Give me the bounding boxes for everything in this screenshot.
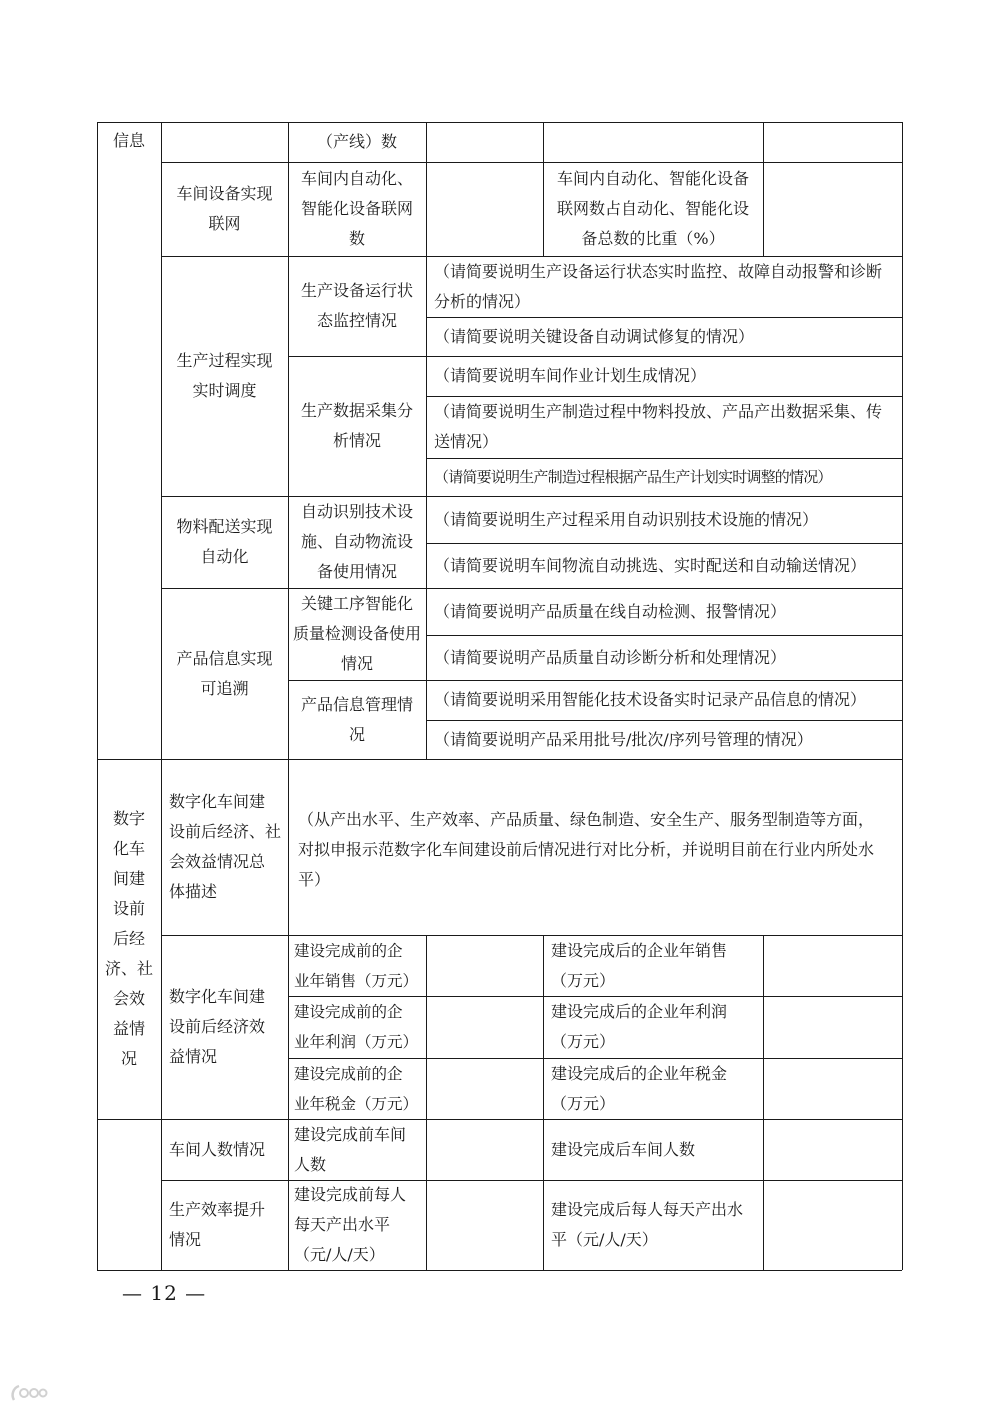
sales-before-label: 建设完成前的企 业年销售（万元） [294,941,419,990]
profit-before-label: 建设完成前的企 业年利润（万元） [294,1003,419,1051]
watermark [10,1380,130,1409]
logistics-label: 自动识别技术设 施、自动物流设 备使用情况 [300,502,413,581]
table-top-border [97,122,902,123]
product-info-label: 产品信息管理情 况 [300,694,413,744]
sales-before-value[interactable] [426,935,543,996]
network-category: 车间设备实现 联网 [176,184,273,233]
quality-inspection-label: 关键工序智能化 质量检测设备使用 情况 [292,594,421,673]
tax-after-value[interactable] [763,1058,902,1119]
profit-after-label: 建设完成后的企业年利润 （万元） [551,1002,728,1051]
headcount-label: 车间人数情况 [169,1139,266,1159]
quality-note: （请简要说明产品质量自动诊断分析和处理情况） [434,647,787,667]
efficiency-before-label: 建设完成前每人 每天产出水平 （元/人/天） [294,1185,407,1264]
page-number: — 12 — [122,1281,207,1305]
sales-after-value[interactable] [763,935,902,996]
profit-after-value[interactable] [763,996,902,1058]
headcount-before-label: 建设完成前车间 人数 [294,1124,407,1174]
monitoring-note: （请简要说明关键设备自动调试修复的情况） [434,326,755,346]
watermark-text: 大数跨境 [50,1384,130,1408]
overall-description-label: 数字化车间建 设前后经济、社 会效益情况总 体描述 [169,792,282,901]
tax-before-label: 建设完成前的企 业年税金（万元） [294,1064,419,1113]
data-collection-label: 生产数据采集分 析情况 [300,401,413,450]
efficiency-after-label: 建设完成后每人每天产出水 平（元/人/天） [551,1200,744,1249]
efficiency-after-value[interactable] [763,1180,902,1270]
logistics-category: 物料配送实现 自动化 [176,517,273,566]
data-collection-note: （请简要说明生产制造过程中物料投放、产品产出数据采集、传 送情况） [434,402,883,451]
product-info-note: （请简要说明采用智能化技术设备实时记录产品信息的情况） [434,690,867,709]
efficiency-before-value[interactable] [426,1180,543,1270]
quality-note: （请简要说明产品质量在线自动检测、报警情况） [434,601,787,621]
headcount-after-label: 建设完成后车间人数 [551,1139,696,1159]
traceability-category: 产品信息实现 可追溯 [176,648,273,698]
headcount-before-value[interactable] [426,1119,543,1180]
profit-before-value[interactable] [426,996,543,1058]
efficiency-label: 生产效率提升 情况 [169,1200,266,1249]
info-section-label: 信息 [112,131,145,150]
logistics-note: （请简要说明车间物流自动挑选、实时配送和自动输送情况） [434,555,867,575]
data-collection-note: （请简要说明生产制造过程根据产品生产计划实时调整的情况） [434,468,832,486]
scheduling-category: 生产过程实现 实时调度 [176,351,273,400]
benefits-section-label: 数字 化车 间建 设前 后经 济、社 会效 益情 况 [104,809,153,1068]
network-metric-label: 车间内自动化、 智能化设备联网 数 [300,169,413,248]
table-right-border [902,122,903,1270]
monitoring-label: 生产设备运行状 态监控情况 [300,281,413,330]
logistics-note: （请简要说明生产过程采用自动识别技术设施的情况） [434,509,819,529]
sales-after-label: 建设完成后的企业年销售 （万元） [551,940,728,990]
column-divider [763,122,764,256]
network-ratio-label: 车间内自动化、智能化设备 联网数占自动化、智能化设 备总数的比重（%） [556,169,749,248]
economic-benefits-label: 数字化车间建 设前后经济效 益情况 [169,987,266,1066]
data-collection-note: （请简要说明车间作业计划生成情况） [434,366,707,385]
tax-before-value[interactable] [426,1058,543,1119]
tax-after-label: 建设完成后的企业年税金 （万元） [551,1063,728,1113]
overall-description-note: （从产出水平、生产效率、产品质量、绿色制造、安全生产、服务型制造等方面， 对拟申报示范数字化车间建设前后情况进行对比分析，并说明目前在行业内所处水 平） [298,810,875,889]
product-info-note: （请简要说明产品采用批号/批次/序列号管理的情况） [434,729,813,749]
monitoring-note: （请简要说明生产设备运行状态实时监控、故障自动报警和诊断 分析的情况） [434,261,883,311]
table-bottom-border [97,1270,902,1271]
production-line-count-label: （产线）数 [316,132,397,151]
headcount-after-value[interactable] [763,1119,902,1180]
watermark-logo-icon [10,1383,48,1407]
